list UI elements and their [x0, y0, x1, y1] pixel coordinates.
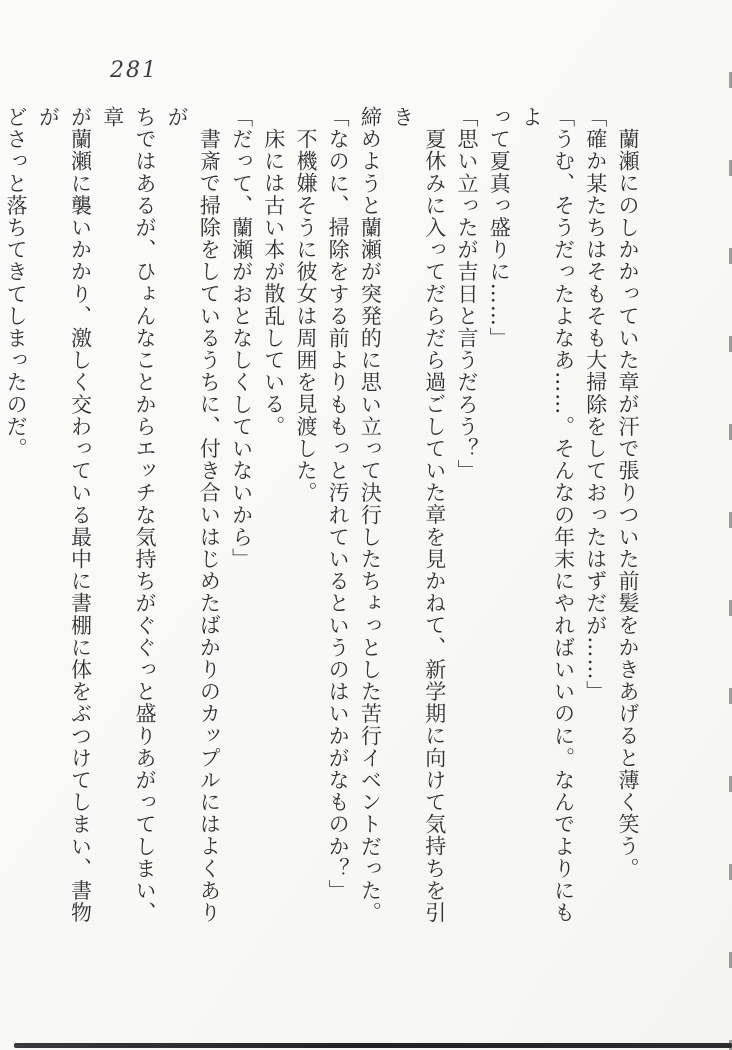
text-line: 「なのに、掃除をする前よりももっと汚れているというのはいかがなものか？」 — [326, 106, 351, 902]
text-line: 不機嫌そうに彼女は周囲を見渡した。 — [293, 128, 318, 504]
text-line: 夏休みに入ってだらだら過ごしていた章を見かねて、新学期に向けて気持ちを引き — [390, 106, 447, 924]
text-line: って夏真っ盛りに……」 — [487, 106, 512, 350]
text-line: が蘭瀬に襲いかかり、激しく交わっている最中に書棚に体をぶつけてしまい、書物が — [36, 106, 93, 924]
text-line: 「だって、蘭瀬がおとなしくしていないから」 — [229, 106, 254, 571]
text-line: ちではあるが、ひょんなことからエッチな気持ちがぐぐっと盛りあがってしまい、章 — [100, 106, 157, 924]
text-line: 「確か某たちはそもそも大掃除をしておったはずだが……」 — [583, 106, 608, 703]
text-line: 床には古い本が散乱している。 — [261, 128, 286, 438]
text-line: どさっと落ちてきてしまったのだ。 — [4, 106, 29, 460]
page-number: 281 — [110, 58, 158, 83]
text-line: 「うむ、そうだったよなあ……。そんなの年末にやればいいのに。なんでよりにもよ — [519, 106, 576, 924]
text-line: 書斎で掃除をしているうちに、付き合いはじめたばかりのカップルにはよくありが — [165, 106, 222, 924]
text-line: 締めようと蘭瀬が突発的に思い立って決行したちょっとした苦行イベントだった。 — [358, 106, 383, 924]
text-line: 蘭瀬にのしかかっていた章が汗で張りついた前髪をかきあげると薄く笑う。 — [616, 128, 640, 880]
text-block — [0, 106, 644, 940]
scan-artifact-bottom-edge — [14, 1043, 732, 1048]
text-line: 「思い立ったが吉日と言うだろう？」 — [454, 106, 479, 482]
